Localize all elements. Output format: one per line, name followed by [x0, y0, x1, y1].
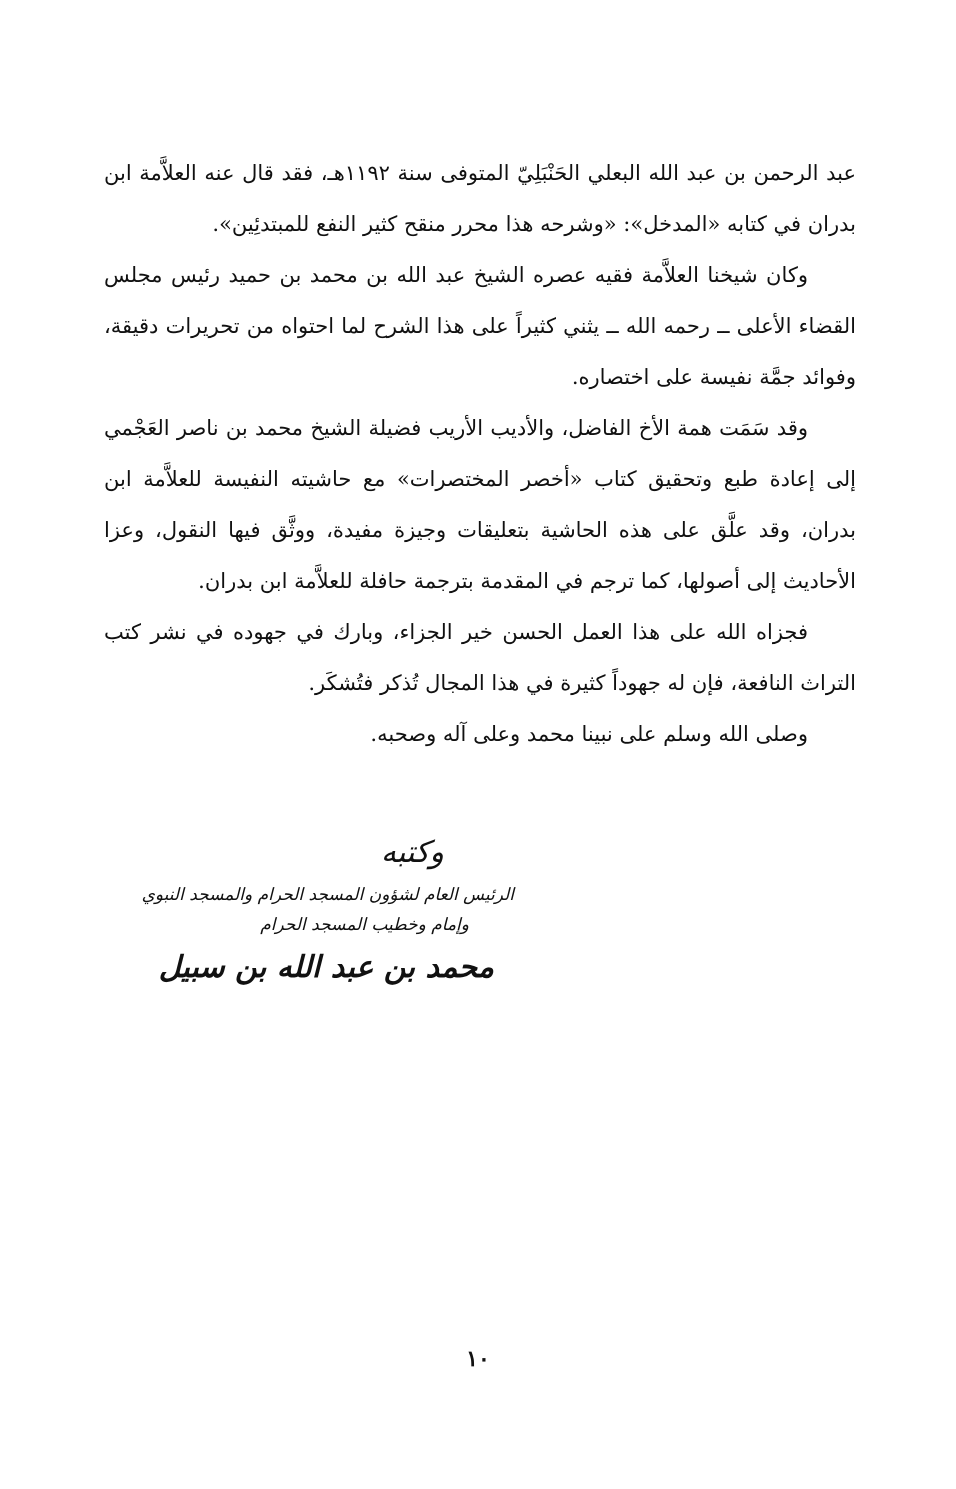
signature-block: [104, 835, 524, 1005]
signature-title-line-2: وإمام وخطيب المسجد الحرام: [260, 915, 469, 935]
signature-name: محمد بن عبد الله بن سبيل: [158, 950, 494, 985]
body-text: [104, 148, 856, 760]
paragraph-3: وقد سَمَت همة الأخ الفاضل، والأديب الأريب فضيلة الشيخ محمد بن ناصر العَجْمي إلى إعادة طبع وتحقيق كتاب «أخصر المختصرات» مع حاشيته النفيسة للعلاَّمة ابن بدران، وقد علَّق على هذه الحاشية بتعليقات وجيزة مفيدة، ووثَّق فيها النقول، وعزا الأحاديث إلى أصولها، كما ترجم في المقدمة بترجمة حافلة للعلاَّمة ابن بدران.: [104, 416, 856, 593]
paragraph-2: وكان شيخنا العلاَّمة فقيه عصره الشيخ عبد الله بن محمد بن حميد رئيس مجلس القضاء الأعلى ــ رحمه الله ــ يثني كثيراً على هذا الشرح لما احتواه من تحريرات دقيقة، وفوائد جمَّة نفيسة على اختصاره.: [104, 263, 856, 389]
paragraph-1: عبد الرحمن بن عبد الله البعلي الحَنْبَلِيّ المتوفى سنة ١١٩٢هـ، فقد قال عنه العلاَّمة ابن بدران في كتابه «المدخل»: «وشرحه هذا محرر منقح كثير النفع للمبتدئِين».: [104, 161, 857, 236]
signature-title-line-1: الرئيس العام لشؤون المسجد الحرام والمسجد النبوي: [141, 885, 514, 905]
page-number: ١٠: [466, 1346, 490, 1372]
paragraph-5: وصلى الله وسلم على نبينا محمد وعلى آله وصحبه.: [370, 722, 808, 746]
paragraph-4: فجزاه الله على هذا العمل الحسن خير الجزاء، وبارك في جهوده في نشر كتب التراث النافعة، فإن له جهوداً كثيرة في هذا المجال تُذكر فتُشكَر.: [104, 620, 856, 695]
signature-heading: وكتبه: [381, 835, 444, 870]
